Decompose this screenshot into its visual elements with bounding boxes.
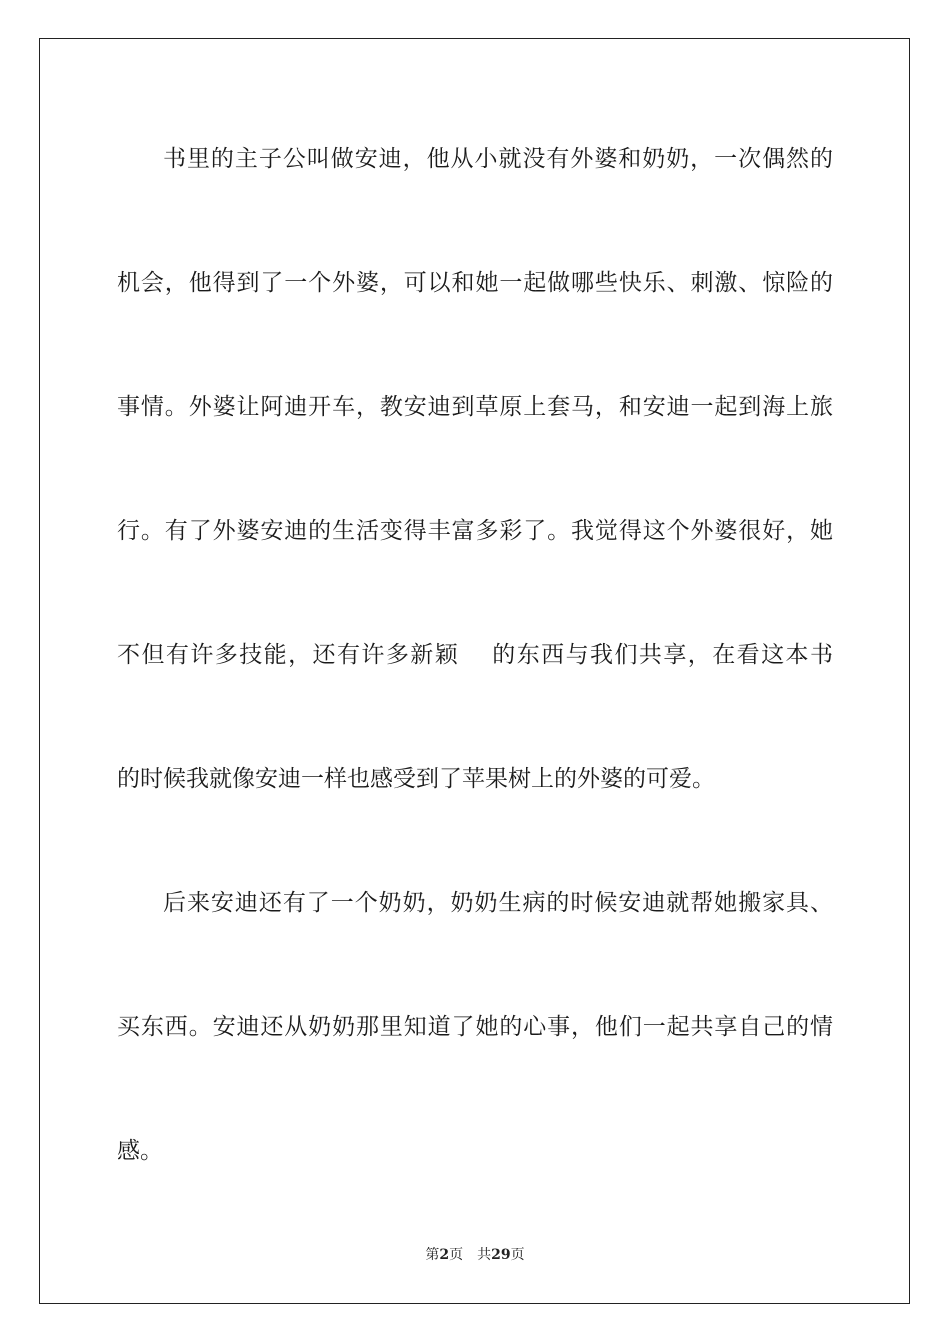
page-unit: 页 [449, 1247, 464, 1263]
paragraph-1-line-4: 行。有了外婆安迪的生活变得丰富多彩了。我觉得这个外婆很好，她 [117, 518, 833, 544]
body-text [117, 128, 833, 1244]
paragraph-1-line-3: 事情。外婆让阿迪开车，教安迪到草原上套马，和安迪一起到海上旅 [117, 394, 833, 420]
paragraph-1-line-5: 不但有许多技能，还有许多新颖 的东西与我们共享，在看这本书 [117, 642, 833, 668]
paragraph-1-line-2: 机会，他得到了一个外婆，可以和她一起做哪些快乐、刺激、惊险的 [117, 270, 833, 296]
page-footer [0, 1244, 950, 1264]
total-prefix: 共 [477, 1247, 492, 1263]
page-current: 2 [439, 1247, 450, 1263]
paragraph-1-line-6: 的时候我就像安迪一样也感受到了苹果树上的外婆的可爱。 [117, 766, 715, 792]
total-unit: 页 [510, 1247, 525, 1263]
paragraph-2-line-1: 后来安迪还有了一个奶奶，奶奶生病的时候安迪就帮她搬家具、 [163, 890, 833, 916]
paragraph-1-line-1: 书里的主子公叫做安迪，他从小就没有外婆和奶奶，一次偶然的 [163, 146, 833, 172]
paragraph-2-line-2: 买东西。安迪还从奶奶那里知道了她的心事，他们一起共享自己的情 [117, 1014, 833, 1040]
page-prefix: 第 [425, 1247, 440, 1263]
paragraph-2-line-3: 感。 [117, 1138, 163, 1164]
page-total: 29 [491, 1247, 511, 1263]
